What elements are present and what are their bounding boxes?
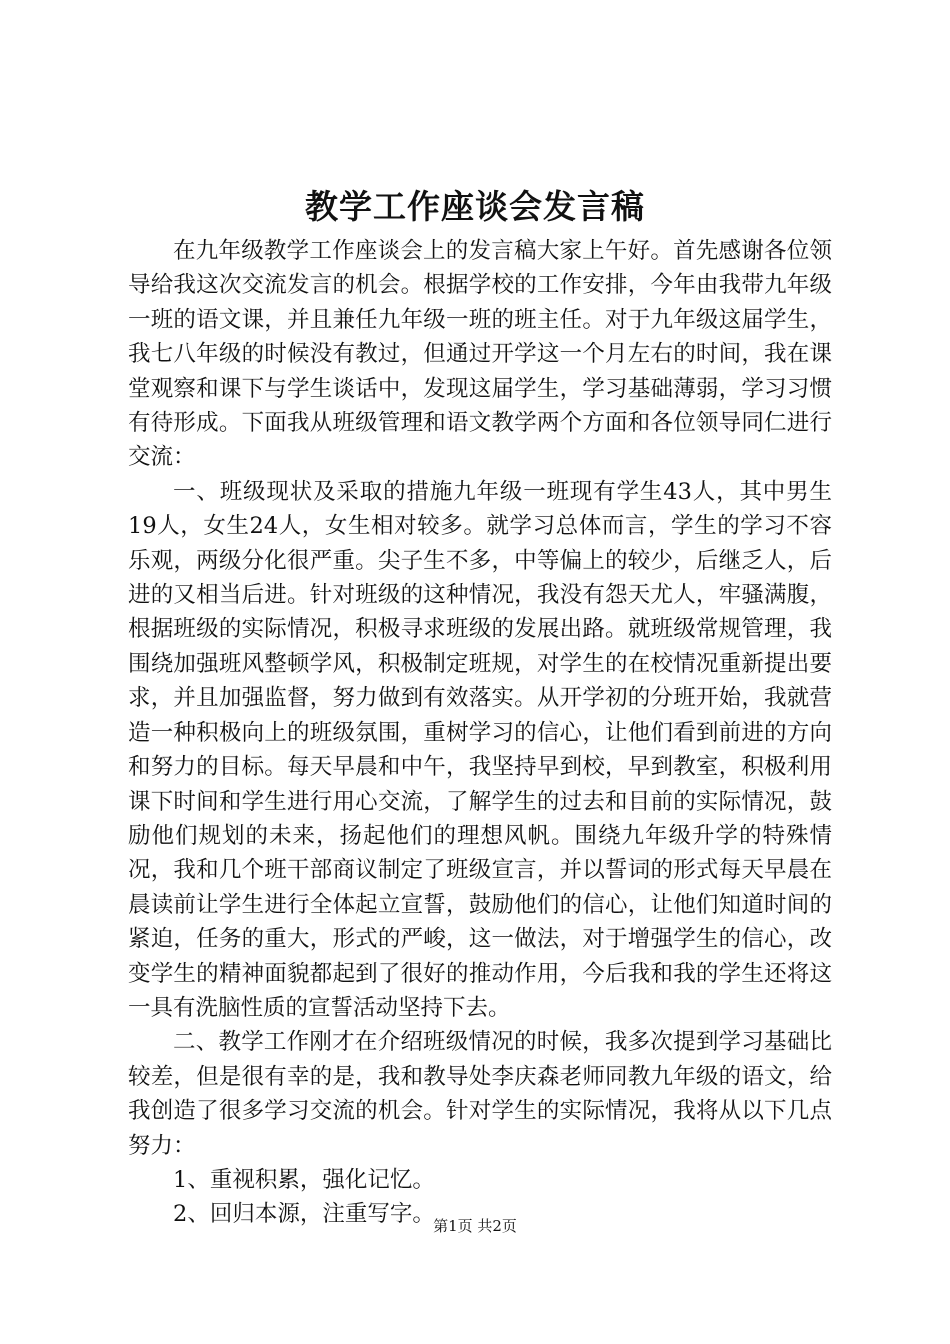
paragraph-intro: 在九年级教学工作座谈会上的发言稿大家上午好。首先感谢各位领导给我这次交流发言的机会。根据学校的工作安排，今年由我带九年级一班的语文课，并且兼任九年级一班的班主任。对于九年级这届学生，我七八年级的时候没有教过，但通过开学这一个月左右的时间，我在课堂观察和课下与学生谈话中，发现这届学生，学习基础薄弱，学习习惯有待形成。下面我从班级管理和语文教学两个方面和各位领导同仁进行交流： (128, 238, 832, 471)
document-title: 教学工作座谈会发言稿 (305, 187, 645, 226)
paragraph-teaching-work: 二、教学工作刚才在介绍班级情况的时候，我多次提到学习基础比较差，但是很有幸的是，我和教导处李庆森老师同教九年级的语文，给我创造了很多学习交流的机会。针对学生的实际情况，我将从以下几点努力： (128, 1029, 832, 1159)
paragraph-point-1: 1、重视积累，强化记忆。 (173, 1166, 435, 1193)
page-number-footer: 第1页 共2页 (433, 1217, 517, 1235)
paragraph-point-2: 2、回归本源，注重写字。 (173, 1201, 435, 1228)
document-body (128, 234, 832, 1232)
paragraph-class-management: 一、班级现状及采取的措施九年级一班现有学生43人，其中男生19人，女生24人，女生相对较多。就学习总体而言，学生的学习不容乐观，两级分化很严重。尖子生不多，中等偏上的较少，后继乏人，后进的又相当后进。针对班级的这种情况，我没有怨天尤人，牢骚满腹，根据班级的实际情况，积极寻求班级的发展出路。就班级常规管理，我围绕加强班风整顿学风，积极制定班规，对学生的在校情况重新提出要求，并且加强监督，努力做到有效落实。从开学初的分班开始，我就营造一种积极向上的班级氛围，重树学习的信心，让他们看到前进的方向和努力的目标。每天早晨和中午，我坚持早到校，早到教室，积极利用课下时间和学生进行用心交流，了解学生的过去和目前的实际情况，鼓励他们规划的未来，扬起他们的理想风帆。围绕九年级升学的特殊情况，我和几个班干部商议制定了班级宣言，并以誓词的形式每天早晨在晨读前让学生进行全体起立宣誓，鼓励他们的信心，让他们知道时间的紧迫，任务的重大，形式的严峻，这一做法，对于增强学生的信心，改变学生的精神面貌都起到了很好的推动作用，今后我和我的学生还将这一具有洗脑性质的宣誓活动坚持下去。 (128, 478, 832, 1021)
